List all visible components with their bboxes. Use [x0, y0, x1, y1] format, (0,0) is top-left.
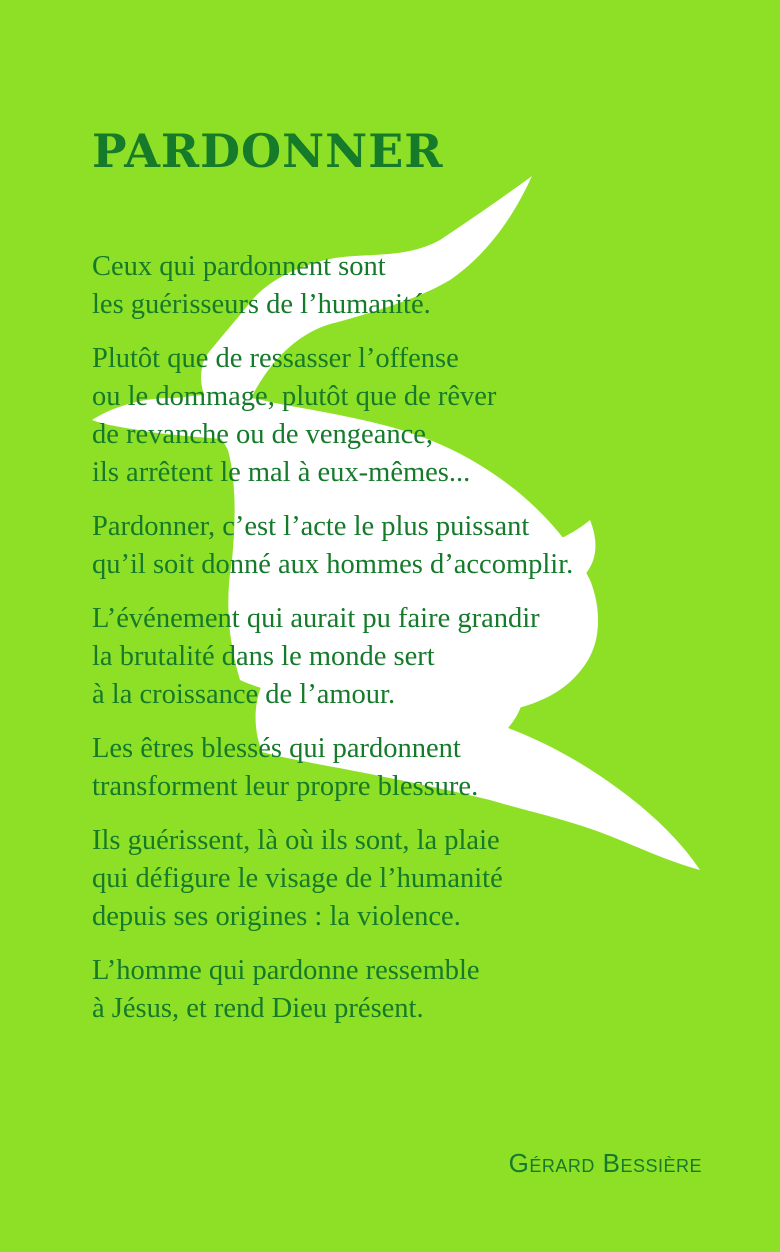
poem-line: L’homme qui pardonne ressemble: [92, 955, 480, 986]
stanza: [92, 730, 573, 806]
poem-body: [92, 248, 573, 1044]
poem-line: à la croissance de l’amour.: [92, 679, 396, 710]
stanza: [92, 600, 573, 714]
stanza: [92, 822, 573, 936]
poem-line: Plutôt que de ressasser l’offense: [92, 343, 459, 374]
poem-line: transforment leur propre blessure.: [92, 771, 479, 802]
poem-line: L’événement qui aurait pu faire grandir: [92, 603, 540, 634]
poem-line: depuis ses origines : la violence.: [92, 901, 461, 932]
poem-line: de revanche ou de vengeance,: [92, 419, 434, 450]
poem-line: ils arrêtent le mal à eux-mêmes...: [92, 457, 471, 488]
poem-title: PARDONNER: [92, 124, 444, 178]
poem-line: Ils guérissent, là où ils sont, la plaie: [92, 825, 500, 856]
poem-line: qu’il soit donné aux hommes d’accomplir.: [92, 549, 574, 580]
stanza: [92, 952, 573, 1028]
poem-line: qui défigure le visage de l’humanité: [92, 863, 503, 894]
stanza: [92, 248, 573, 324]
poem-line: ou le dommage, plutôt que de rêver: [92, 381, 497, 412]
poem-line: Pardonner, c’est l’acte le plus puissant: [92, 511, 530, 542]
poem-line: Les êtres blessés qui pardonnent: [92, 733, 461, 764]
author-signature: Gérard Bessière: [508, 1148, 702, 1178]
poem-line: Ceux qui pardonnent sont: [92, 251, 386, 282]
poem-line: à Jésus, et rend Dieu présent.: [92, 993, 424, 1024]
poem-line: la brutalité dans le monde sert: [92, 641, 435, 672]
stanza: [92, 340, 573, 492]
poem-line: les guérisseurs de l’humanité.: [92, 289, 431, 320]
stanza: [92, 508, 573, 584]
